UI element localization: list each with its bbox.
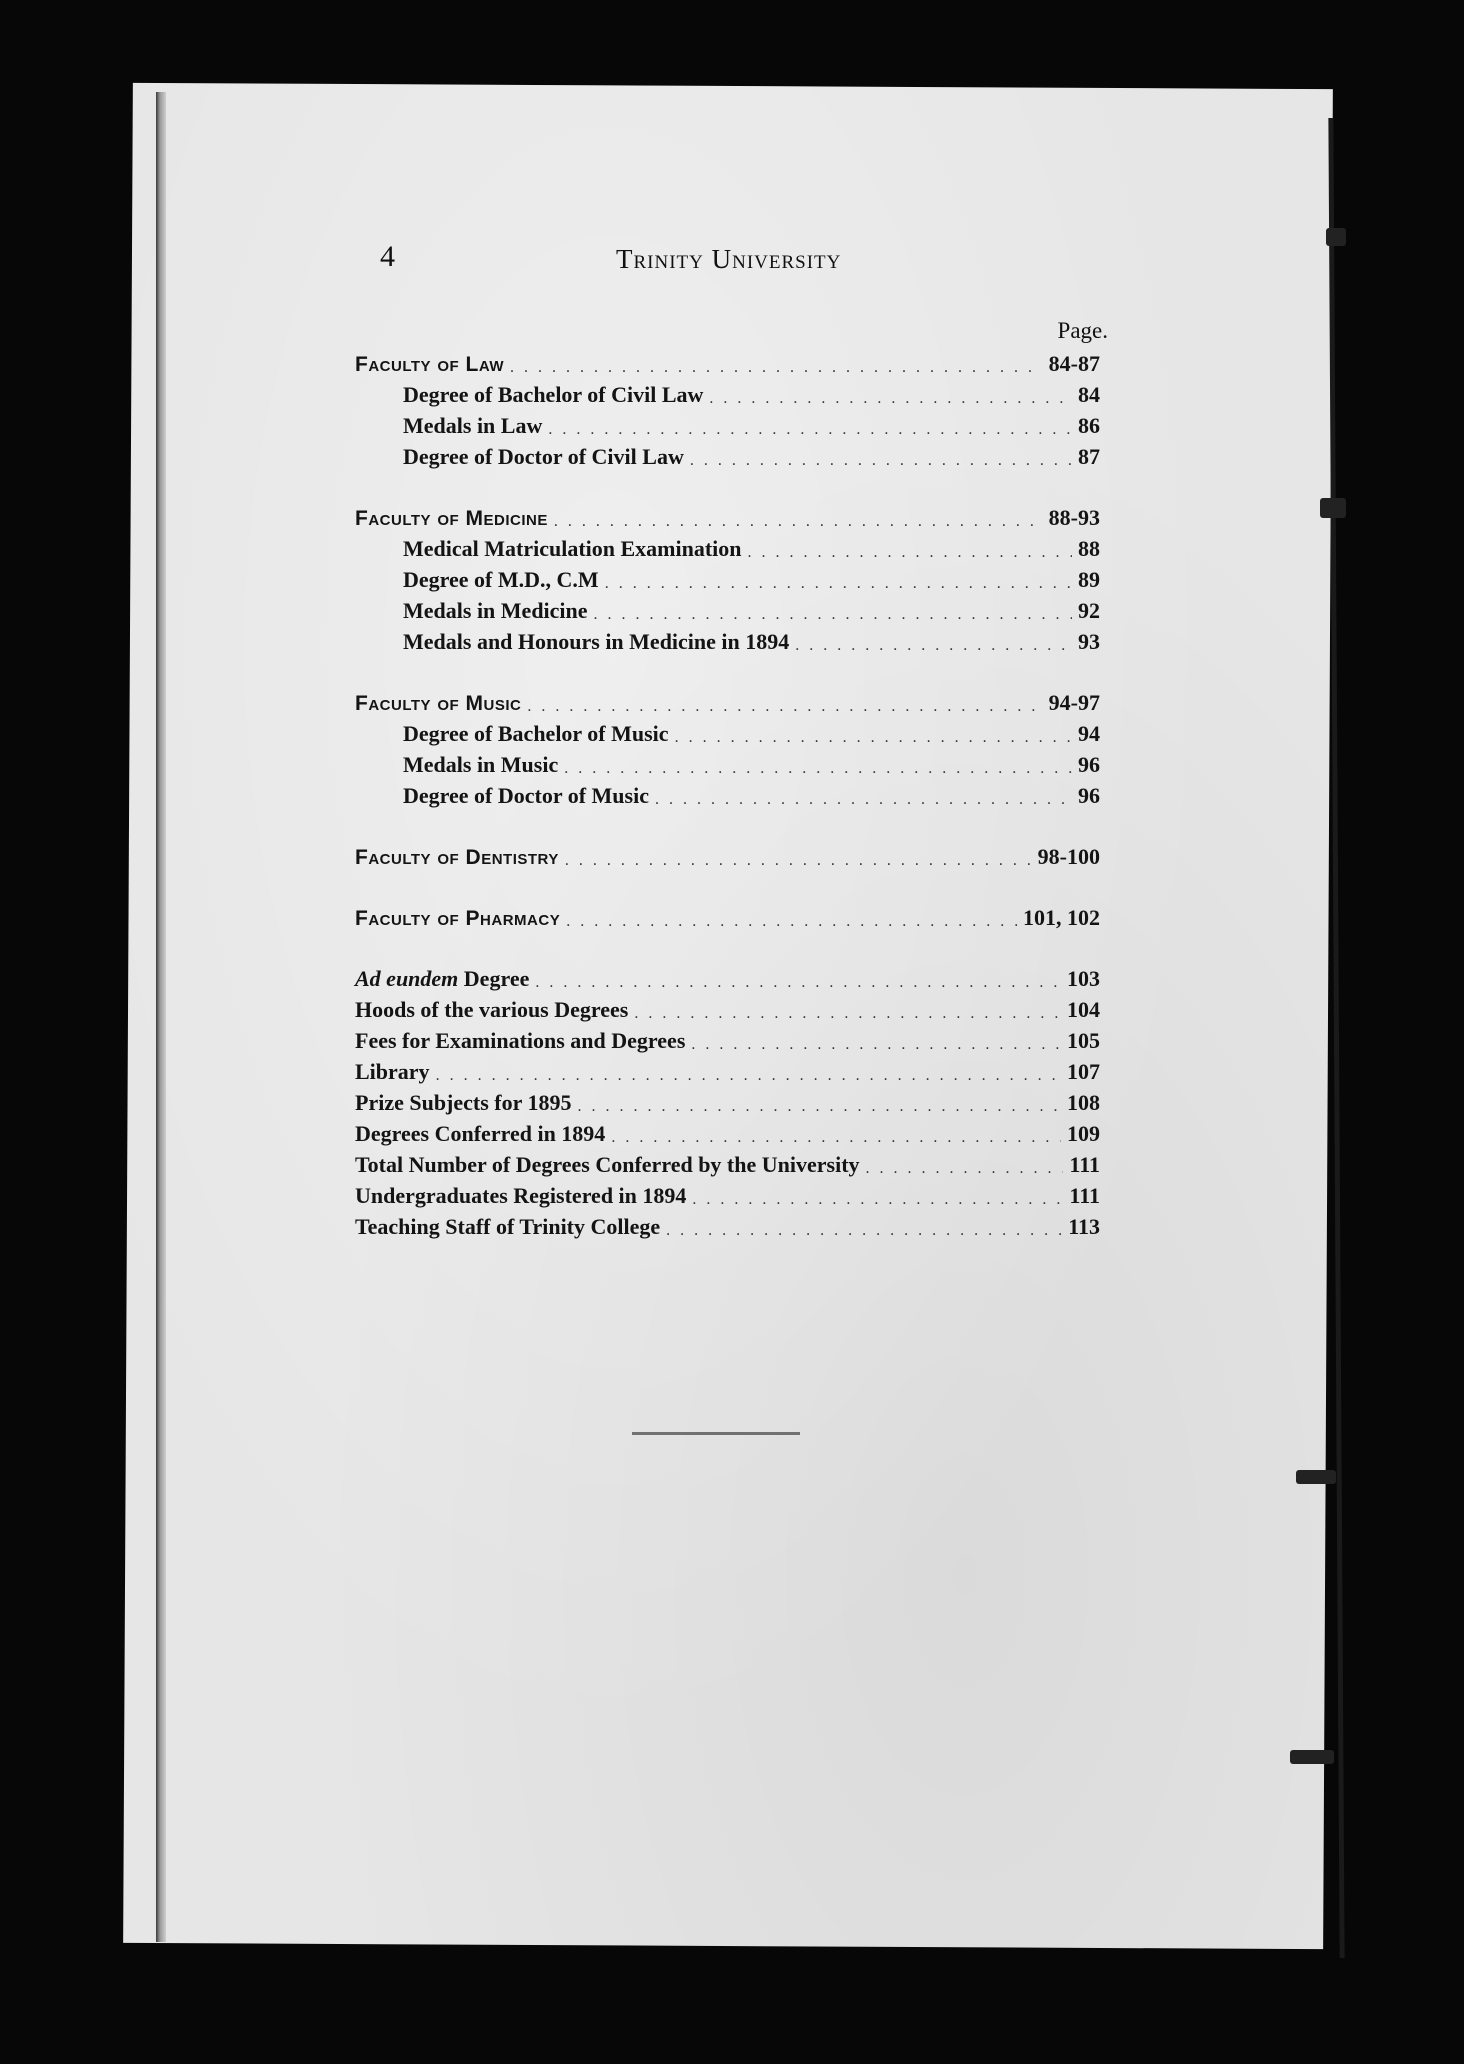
toc-page-ref: 111: [1069, 1152, 1100, 1177]
toc-page-ref: 111: [1069, 1183, 1100, 1208]
leader-dots: [564, 760, 1072, 778]
toc-page-ref: 89: [1078, 567, 1100, 592]
leader-dots: [548, 421, 1072, 439]
toc-entry-label: Medals in Medicine: [403, 598, 588, 623]
toc-page-ref: 101, 102: [1023, 905, 1100, 930]
toc-entry-label-italic: Ad eundem: [355, 966, 459, 991]
leader-dots: [554, 513, 1043, 531]
toc-entry: [355, 593, 1100, 624]
toc-entry: [355, 1085, 1100, 1116]
toc-page-ref: 87: [1078, 444, 1100, 469]
toc-entry: [355, 377, 1100, 408]
toc-page-ref: 104: [1067, 997, 1100, 1022]
toc-page-ref: 94: [1078, 721, 1100, 746]
toc-entry: [355, 562, 1100, 593]
toc-entry-label: Medals in Law: [403, 413, 543, 438]
toc-section-title: Faculty of Music: [355, 692, 522, 715]
leader-dots: [690, 452, 1072, 470]
running-title: Trinity University: [616, 244, 842, 274]
toc-entry-label: Degrees Conferred in 1894: [355, 1121, 606, 1146]
toc-section-title: Faculty of Dentistry: [355, 846, 559, 869]
section-divider-rule: [632, 1432, 800, 1435]
toc-entry-label: Teaching Staff of Trinity College: [355, 1214, 661, 1239]
toc-page-ref: 105: [1067, 1028, 1100, 1053]
toc-entry: [355, 778, 1100, 809]
toc-page-ref: 96: [1078, 783, 1100, 808]
toc-entry: [355, 1116, 1100, 1147]
leader-dots: [594, 606, 1072, 624]
toc-entry: [355, 747, 1100, 778]
leader-dots: [578, 1098, 1062, 1116]
toc-entry-label-rest: Degree: [458, 966, 530, 991]
page-header: [380, 240, 1180, 280]
leader-dots: [605, 575, 1072, 593]
toc-page-ref: 86: [1078, 413, 1100, 438]
toc-entry-label: Fees for Examinations and Degrees: [355, 1028, 686, 1053]
toc-page-ref: 96: [1078, 752, 1100, 777]
toc-entry: [355, 992, 1100, 1023]
toc-entry: [355, 1023, 1100, 1054]
toc-page-ref: 108: [1067, 1090, 1100, 1115]
toc-entry-label: Prize Subjects for 1895: [355, 1090, 572, 1115]
binding-spine: [1328, 118, 1344, 1958]
toc-page-ref: 98-100: [1037, 844, 1100, 869]
binding-staple: [1296, 1470, 1336, 1484]
binding-staple: [1290, 1750, 1334, 1764]
toc-page-ref: 88: [1078, 536, 1100, 561]
binding-staple: [1320, 498, 1346, 518]
toc-entry: [355, 1054, 1100, 1085]
leader-dots: [634, 1005, 1061, 1023]
toc-page-ref: 107: [1067, 1059, 1100, 1084]
leader-dots: [436, 1067, 1061, 1085]
toc-entry: [355, 439, 1100, 470]
leader-dots: [565, 852, 1032, 870]
toc-entry-label: Degree of Doctor of Civil Law: [403, 444, 684, 469]
leader-dots: [709, 390, 1072, 408]
toc-page-ref: 84-87: [1048, 351, 1100, 376]
toc-entry: [355, 1178, 1100, 1209]
toc-section-medicine: [355, 500, 1100, 531]
toc-entry-label: Hoods of the various Degrees: [355, 997, 629, 1022]
leader-dots: [748, 544, 1072, 562]
toc-section-title: Faculty of Pharmacy: [355, 907, 561, 930]
toc-entry: [355, 531, 1100, 562]
toc-entry-label: Degree of M.D., C.M: [403, 567, 599, 592]
toc-page-ref: 109: [1067, 1121, 1100, 1146]
toc-entry: [355, 408, 1100, 439]
toc-entry-label: Medals and Honours in Medicine in 1894: [403, 629, 790, 654]
leader-dots: [666, 1222, 1062, 1240]
leader-dots: [675, 729, 1072, 747]
toc-entry-label: Medical Matriculation Examination: [403, 536, 742, 561]
page-number: 4: [380, 240, 395, 273]
leader-dots: [655, 791, 1072, 809]
toc-page-ref: 92: [1078, 598, 1100, 623]
toc-page-ref: 88-93: [1048, 505, 1100, 530]
binding-staple: [1326, 228, 1346, 246]
toc-entry-label: Degree of Bachelor of Civil Law: [403, 382, 704, 407]
toc-section-dentistry: [355, 839, 1100, 870]
page-column-heading: Page.: [1057, 318, 1108, 343]
toc-page-ref: 84: [1078, 382, 1100, 407]
toc-page-ref: 103: [1067, 966, 1100, 991]
toc-entry-label: Medals in Music: [403, 752, 559, 777]
toc-page-ref: 93: [1078, 629, 1100, 654]
toc-entry: [355, 1147, 1100, 1178]
toc-entry: [355, 1209, 1100, 1240]
toc-section-title: Faculty of Medicine: [355, 507, 548, 530]
leader-dots: [795, 637, 1072, 655]
toc-section-pharmacy: [355, 900, 1100, 931]
table-of-contents: [355, 318, 1108, 1240]
toc-section-music: [355, 685, 1100, 716]
leader-dots: [611, 1129, 1061, 1147]
leader-dots: [510, 359, 1043, 377]
toc-entry-label: Undergraduates Registered in 1894: [355, 1183, 687, 1208]
toc-page-ref: 113: [1068, 1214, 1100, 1239]
toc-entry-label: [355, 966, 529, 992]
leader-dots: [691, 1036, 1061, 1054]
leader-dots: [692, 1191, 1063, 1209]
toc-entry: [355, 716, 1100, 747]
toc-section-law: [355, 346, 1100, 377]
toc-section-title: Faculty of Law: [355, 353, 505, 376]
toc-entry-label: Library: [355, 1059, 430, 1084]
leader-dots: [866, 1160, 1064, 1178]
leader-dots: [535, 974, 1061, 992]
toc-page-ref: 94-97: [1048, 690, 1100, 715]
toc-entry: [355, 961, 1100, 992]
page-left-edge: [156, 92, 166, 1942]
toc-entry-label: Degree of Doctor of Music: [403, 783, 649, 808]
toc-entry: [355, 624, 1100, 655]
leader-dots: [527, 698, 1042, 716]
leader-dots: [566, 913, 1017, 931]
toc-entry-label: Total Number of Degrees Conferred by the University: [355, 1152, 860, 1177]
toc-entry-label: Degree of Bachelor of Music: [403, 721, 669, 746]
